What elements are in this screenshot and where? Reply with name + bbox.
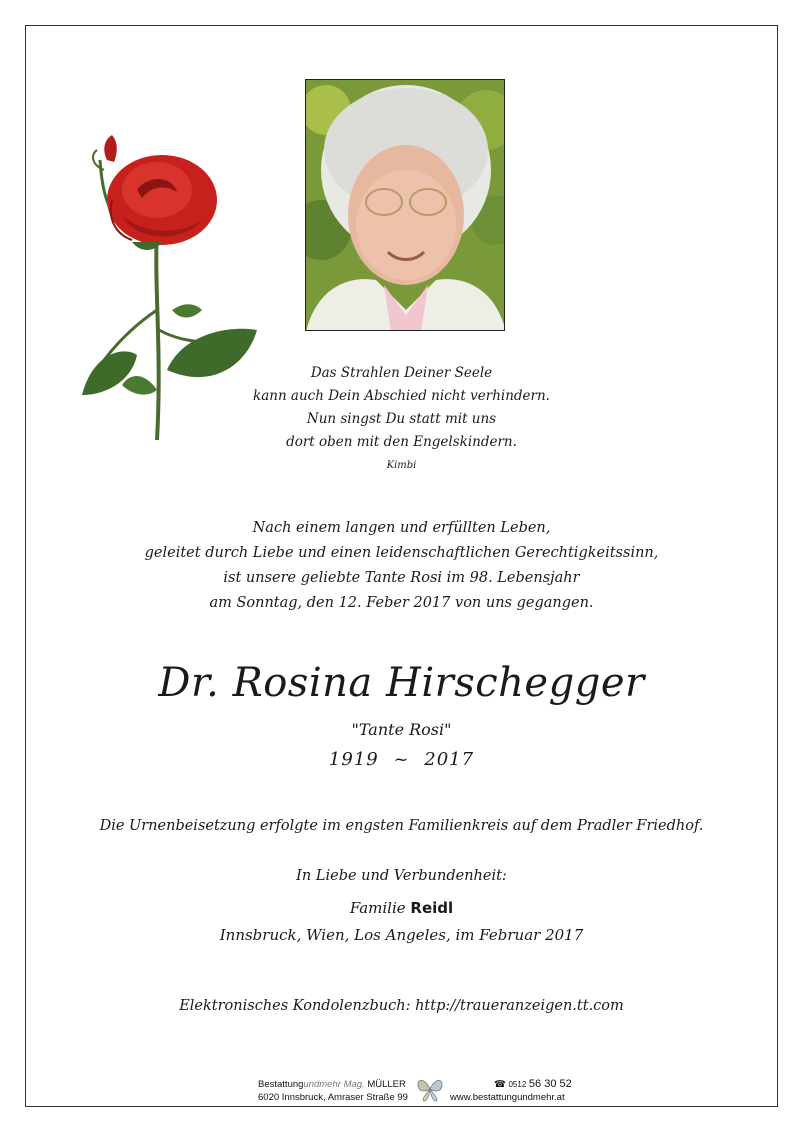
closing-phrase: In Liebe und Verbundenheit: xyxy=(296,868,507,884)
burial-notice: Die Urnenbeisetzung erfolgte im engsten Familienkreis auf dem Pradler Friedhof. xyxy=(99,818,704,834)
life-years: 1919 ~ 2017 xyxy=(328,749,475,770)
memorial-poem xyxy=(25,362,778,454)
announcement-line: Nach einem langen und erfüllten Leben, xyxy=(252,520,551,536)
announcement-line: geleitet durch Liebe und einen leidenschaftlichen Gerechtigkeitssinn, xyxy=(144,545,659,561)
funeral-home-brand xyxy=(258,1078,408,1091)
announcement-line: am Sonntag, den 12. Feber 2017 von uns gegangen. xyxy=(209,595,594,611)
phone-number[interactable] xyxy=(450,1078,572,1091)
phone-icon: ☎ xyxy=(494,1079,506,1090)
poem-author: Kimbi xyxy=(386,460,417,471)
brand-part: Mag. xyxy=(343,1079,365,1090)
poem-line: kann auch Dein Abschied nicht verhindern. xyxy=(253,388,550,404)
family-name: Reidl xyxy=(410,899,454,917)
deceased-name: Dr. Rosina Hirschegger xyxy=(158,660,645,706)
website-link[interactable]: www.bestattungundmehr.at xyxy=(450,1092,565,1103)
condolence-book-link[interactable]: Elektronisches Kondolenzbuch: http://traueranzeigen.tt.com xyxy=(179,998,624,1014)
funeral-home-address: 6020 Innsbruck, Amraser Straße 99 xyxy=(258,1092,408,1103)
brand-part: MÜLLER xyxy=(367,1079,406,1090)
funeral-home-info xyxy=(258,1078,408,1104)
brand-part: undmehr xyxy=(303,1079,341,1090)
butterfly-icon xyxy=(415,1076,445,1102)
funeral-home-contact xyxy=(450,1078,572,1104)
announcement-line: ist unsere geliebte Tante Rosi im 98. Lebensjahr xyxy=(223,570,580,586)
funeral-home-footer xyxy=(0,1076,805,1106)
phone-main: 56 30 52 xyxy=(528,1078,572,1090)
poem-line: dort oben mit den Engelskindern. xyxy=(286,434,517,450)
portrait-photo xyxy=(305,79,505,331)
poem-line: Das Strahlen Deiner Seele xyxy=(310,365,493,381)
brand-part: Bestattung xyxy=(258,1079,304,1090)
death-announcement-text xyxy=(25,516,778,616)
phone-prefix: 0512 xyxy=(508,1080,527,1089)
deceased-nickname: "Tante Rosi" xyxy=(351,720,452,739)
places-and-date: Innsbruck, Wien, Los Angeles, im Februar 2017 xyxy=(219,926,584,944)
poem-line: Nun singst Du statt mit uns xyxy=(306,411,497,427)
family-prefix: Familie xyxy=(349,899,406,917)
family-signature xyxy=(25,899,778,917)
